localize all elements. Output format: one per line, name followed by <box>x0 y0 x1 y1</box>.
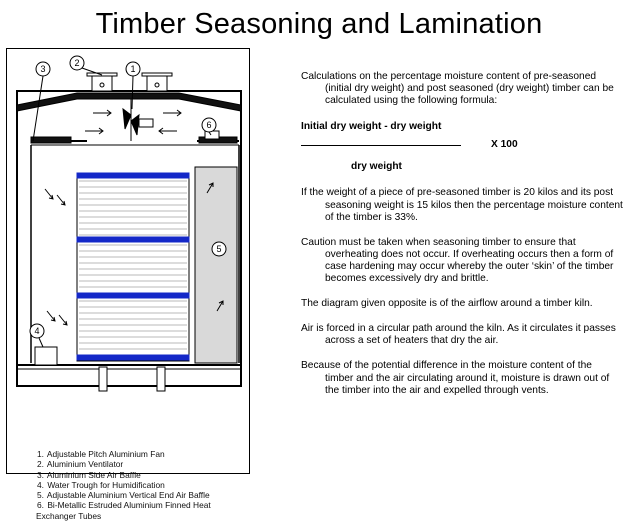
heater-bar-bottom <box>77 355 189 360</box>
legend-item: 2. Aluminium Ventilator <box>37 459 124 470</box>
legend-item: 3. Aluminium Side Air Baffle <box>37 469 141 480</box>
slide-title: Timber Seasoning and Lamination <box>95 8 543 40</box>
kiln-diagram <box>6 48 250 521</box>
caution-paragraph: Caution must be taken when seasoning timber to ensure that overheating does not occur. If overheating occurs then a form of case hardening may occur whereby the outer ‘skin’ of the timber becomes excessively dry and brittle. <box>301 236 614 285</box>
heater-bar-upper <box>77 237 189 242</box>
formula-fraction-line <box>301 135 623 159</box>
callout-label-1: 1 <box>130 64 136 74</box>
callout-label-3: 3 <box>40 64 46 74</box>
water-trough <box>35 347 57 365</box>
legend-item-continuation: Exchanger Tubes <box>36 510 102 521</box>
heater-bar-lower <box>77 293 189 298</box>
legend-item: 1. Adjustable Pitch Aluminium Fan <box>37 449 165 459</box>
example-paragraph: If the weight of a piece of pre-seasoned timber is 20 kilos and its post seasoning weight is 15 kilos then the percentage moisture content of the timber is 33%. <box>301 187 623 223</box>
callout-label-6: 6 <box>206 120 212 130</box>
air-flow-paragraph: Air is forced in a circular path around the kiln. As it circulates it passes across a set of heaters that dry the air. <box>301 323 616 347</box>
kiln-diagram-drawing <box>7 49 251 475</box>
formula-denominator: dry weight <box>351 161 402 173</box>
explanation-column <box>301 71 623 397</box>
heater-bar-top <box>77 173 189 178</box>
legend-item: 4. Water Trough for Humidification <box>37 479 165 490</box>
diagram-legend <box>37 449 251 521</box>
fraction-bar <box>301 145 461 146</box>
formula-numerator: Initial dry weight - dry weight <box>301 121 442 133</box>
intro-paragraph: Calculations on the percentage moisture content of pre-seasoned (initial dry weight) and post seasoned (dry weight) timber can be calculated using the following formula: <box>301 71 614 107</box>
callout-label-2: 2 <box>74 58 80 68</box>
callout-label-4: 4 <box>34 326 40 336</box>
side-baffle-left <box>31 137 71 143</box>
diagram-note-paragraph: The diagram given opposite is of the airflow around a timber kiln. <box>301 298 593 310</box>
timber-stack <box>77 175 189 361</box>
formula-multiplier: X 100 <box>491 139 518 151</box>
vertical-end-baffle <box>195 167 237 363</box>
callout-label-5: 5 <box>216 244 222 254</box>
legend-item: 6. Bi-Metallic Estruded Aluminium Finned Heat <box>37 500 211 511</box>
moisture-paragraph: Because of the potential difference in the moisture content of the timber and the air circulating around it, moisture is drawn out of the timber into the air and expelled through vents. <box>301 360 610 396</box>
legend-item: 5. Adjustable Aluminium Vertical End Air Baffle <box>37 490 210 501</box>
